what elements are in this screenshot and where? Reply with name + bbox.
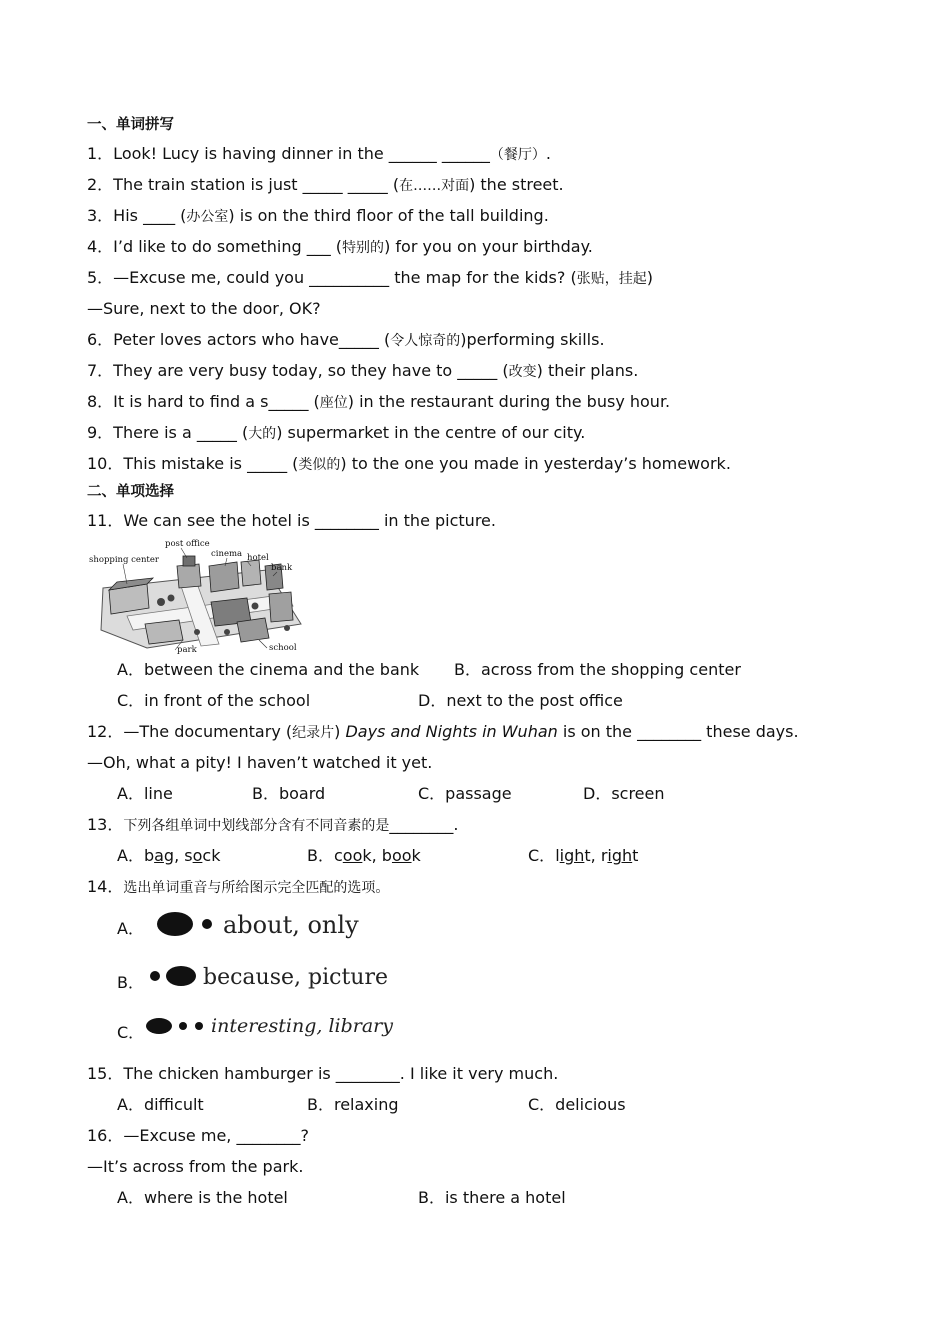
stress-words-b: because, picture (203, 965, 388, 990)
question-1: 1．Look! Lucy is having dinner in the ______ ______（餐厅）. (87, 144, 551, 163)
question-11-options-row-1 (87, 654, 887, 685)
question-13-stem: 13．下列各组单词中划线部分含有不同音素的是________. (87, 815, 459, 834)
option-a[interactable]: A．where is the hotel (117, 1188, 288, 1207)
question-14-option-b[interactable]: B． because, picture (87, 956, 887, 1006)
option-d[interactable]: D．next to the post office (418, 691, 623, 710)
question-13-options (87, 840, 887, 871)
option-a[interactable]: A．bag, sock (117, 846, 221, 865)
option-b[interactable]: B．board (252, 784, 326, 803)
section-heading-spelling: 一、单词拼写 (87, 117, 174, 133)
option-a[interactable]: A．between the cinema and the bank (117, 660, 420, 679)
question-7: 7．They are very busy today, so they have to _____ (改变) their plans. (87, 361, 639, 380)
question-5: 5．—Excuse me, could you __________ the map for the kids? (张贴，挂起) (87, 268, 653, 287)
question-15-stem: 15．The chicken hamburger is ________. I like it very much. (87, 1064, 559, 1083)
map-label-shopping-center: shopping center (89, 555, 159, 565)
question-4: 4．I’d like to do something ___ (特别的) for you on your birthday. (87, 237, 593, 256)
stress-pattern-c (145, 1006, 425, 1046)
question-14-option-c[interactable]: C． interesting, library (87, 1006, 887, 1058)
map-label-bank: bank (271, 563, 293, 573)
question-14-option-a[interactable]: A． about, only (87, 902, 887, 956)
option-c[interactable]: C．in front of the school (117, 691, 311, 710)
map-label-school: school (269, 643, 297, 653)
documentary-title: Days and Nights in Wuhan (345, 722, 558, 741)
question-12-stem: 12．—The documentary (纪录片) Days and Nights in Wuhan is on the ________ these days. (87, 722, 799, 741)
question-3: 3．His ____ (办公室) is on the third floor of the tall building. (87, 206, 549, 225)
question-16-reply: —It’s across from the park. (87, 1157, 304, 1176)
option-a[interactable]: A．line (117, 784, 173, 803)
question-11-stem: 11．We can see the hotel is ________ in the picture. (87, 511, 496, 530)
section-heading-choice: 二、单项选择 (87, 484, 174, 500)
option-a[interactable]: A．difficult (117, 1095, 204, 1114)
town-map-illustration (87, 536, 317, 654)
question-15-options (87, 1089, 887, 1120)
worksheet (87, 112, 887, 1213)
question-14-stem: 14．选出单词重音与所给图示完全匹配的选项。 (87, 877, 390, 896)
map-label-cinema: cinema (211, 549, 243, 559)
map-label-park: park (177, 645, 197, 654)
stress-pattern-b (145, 956, 425, 996)
option-b[interactable]: B．across from the shopping center (454, 660, 741, 679)
question-12-options (87, 778, 887, 809)
option-b[interactable]: B．is there a hotel (418, 1188, 566, 1207)
option-c[interactable]: C．delicious (528, 1095, 626, 1114)
question-9: 9．There is a _____ (大的) supermarket in the centre of our city. (87, 423, 586, 442)
option-d[interactable]: D．screen (583, 784, 665, 803)
option-c[interactable]: C．passage (418, 784, 512, 803)
question-16-options (87, 1182, 887, 1213)
question-16-stem: 16．—Excuse me, ________? (87, 1126, 309, 1145)
option-c[interactable]: C．light, right (528, 846, 639, 865)
question-6: 6．Peter loves actors who have_____ (令人惊奇的)performing skills. (87, 330, 605, 349)
question-10: 10．This mistake is _____ (类似的) to the one you made in yesterday’s homework. (87, 454, 731, 473)
question-11-options-row-2 (87, 685, 887, 716)
map-label-post-office: post office (165, 539, 210, 549)
town-map-image (87, 536, 887, 654)
map-label-hotel: hotel (247, 553, 269, 563)
question-12-reply: —Oh, what a pity! I haven’t watched it yet. (87, 753, 433, 772)
question-2: 2．The train station is just _____ _____ (在……对面) the street. (87, 175, 564, 194)
stress-pattern-a (145, 902, 405, 946)
stress-words-a: about, only (223, 911, 359, 939)
stress-words-c: interesting, library (211, 1015, 394, 1037)
option-b[interactable]: B．cook, book (307, 846, 421, 865)
option-b[interactable]: B．relaxing (307, 1095, 399, 1114)
question-8: 8．It is hard to find a s_____ (座位) in the restaurant during the busy hour. (87, 392, 671, 411)
question-5-reply: —Sure, next to the door, OK? (87, 299, 321, 318)
